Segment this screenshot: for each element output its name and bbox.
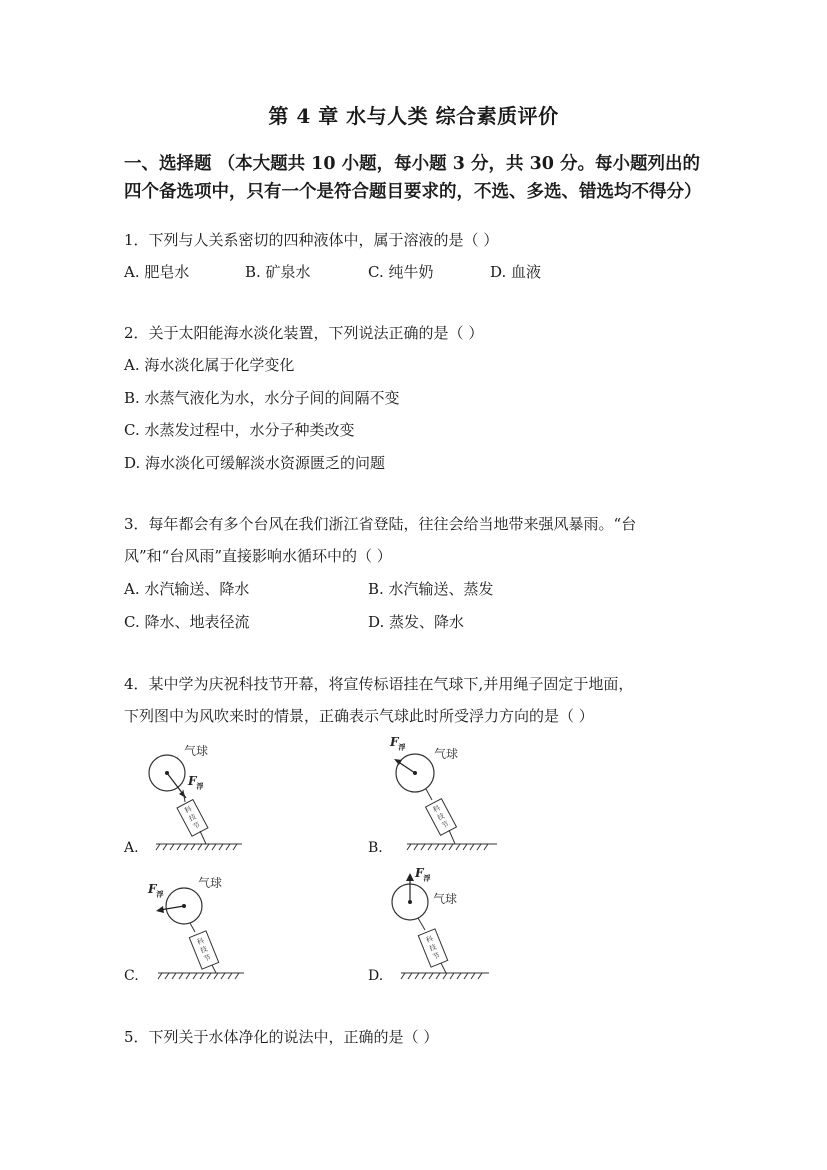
question-4-stem-line-1: 4．某中学为庆祝科技节开幕，将宣传标语挂在气球下,并用绳子固定于地面， xyxy=(124,675,634,693)
figure-d[interactable] xyxy=(385,862,495,982)
ground-hatch xyxy=(407,844,497,850)
page-title: 第 4 章 水与人类 综合素质评价 xyxy=(268,104,559,128)
banner-shape xyxy=(426,799,457,836)
force-label: $F_浮$ xyxy=(415,866,431,883)
question-3-option-d[interactable]: D. 蒸发、降水 xyxy=(368,613,465,631)
question-3-option-c[interactable]: C. 降水、地表径流 xyxy=(124,613,250,631)
ground-hatch xyxy=(158,973,244,979)
question-3-stem-line-2: 风”和“台风雨”直接影响水循环中的（ ） xyxy=(124,547,392,565)
banner-shape xyxy=(177,800,208,837)
svg-text:技: 技 xyxy=(428,942,438,954)
figure-d-label[interactable]: D. xyxy=(368,968,384,984)
svg-text:技: 技 xyxy=(199,944,209,956)
question-5-stem: 5．下列关于水体净化的说法中，正确的是（ ） xyxy=(124,1028,439,1046)
svg-text:科: 科 xyxy=(424,934,435,945)
figure-c-label[interactable]: C. xyxy=(124,968,139,984)
svg-text:科: 科 xyxy=(431,803,442,815)
question-3-option-b[interactable]: B. 水汽输送、蒸发 xyxy=(368,580,494,598)
question-2-option-d[interactable]: D. 海水淡化可缓解淡水资源匮乏的问题 xyxy=(124,454,386,472)
question-2-option-a[interactable]: A. 海水淡化属于化学变化 xyxy=(124,356,295,374)
svg-text:科: 科 xyxy=(195,936,206,947)
svg-text:节: 节 xyxy=(440,819,451,831)
figure-b[interactable] xyxy=(385,735,500,855)
svg-text:节: 节 xyxy=(431,951,442,962)
question-1-option-b[interactable]: B. 矿泉水 xyxy=(245,263,311,281)
question-1-stem: 1．下列与人关系密切的四种液体中，属于溶液的是（ ） xyxy=(124,231,499,249)
question-2-option-b[interactable]: B. 水蒸气液化为水，水分子间的间隔不变 xyxy=(124,389,400,407)
question-3-option-a[interactable]: A. 水汽输送、降水 xyxy=(124,580,250,598)
ground-hatch xyxy=(401,973,489,979)
question-2-stem: 2．关于太阳能海水淡化装置，下列说法正确的是（ ） xyxy=(124,324,484,342)
balloon-label: 气球 xyxy=(434,747,459,761)
question-3-stem-line-1: 3．每年都会有多个台风在我们浙江省登陆，往往会给当地带来强风暴雨。“台 xyxy=(124,515,637,533)
svg-text:科: 科 xyxy=(183,804,194,816)
question-2-option-c[interactable]: C. 水蒸发过程中，水分子种类改变 xyxy=(124,421,355,439)
svg-text:节: 节 xyxy=(191,820,202,832)
force-label: $F_浮$ xyxy=(148,882,164,899)
force-label: $F_浮$ xyxy=(188,774,204,791)
question-1-option-c[interactable]: C. 纯牛奶 xyxy=(368,263,434,281)
question-1-option-d[interactable]: D. 血液 xyxy=(490,263,542,281)
balloon-label: 气球 xyxy=(433,892,458,906)
banner-shape xyxy=(189,931,218,969)
figure-a-label[interactable]: A. xyxy=(124,840,139,856)
ground-hatch xyxy=(156,844,242,850)
question-4-stem-line-2: 下列图中为风吹来时的情景，正确表示气球此时所受浮力方向的是（ ） xyxy=(124,707,594,725)
balloon-label: 气球 xyxy=(198,876,223,890)
figure-b-label[interactable]: B. xyxy=(368,840,383,856)
section-heading: 一、选择题 （本大题共 10 小题，每小题 3 分，共 30 分。每小题列出的四个备选项中，只有一个是符合题目要求的，不选、多选、错选均不得分） xyxy=(124,154,702,202)
banner-shape xyxy=(418,929,447,967)
svg-text:技: 技 xyxy=(436,811,446,823)
force-label: $F_浮$ xyxy=(390,735,406,752)
svg-text:节: 节 xyxy=(202,953,213,964)
svg-text:技: 技 xyxy=(187,812,198,824)
balloon-label: 气球 xyxy=(184,744,209,758)
figure-c[interactable] xyxy=(140,870,250,985)
figure-a[interactable] xyxy=(140,740,250,855)
question-1-option-a[interactable]: A. 肥皂水 xyxy=(124,263,190,281)
